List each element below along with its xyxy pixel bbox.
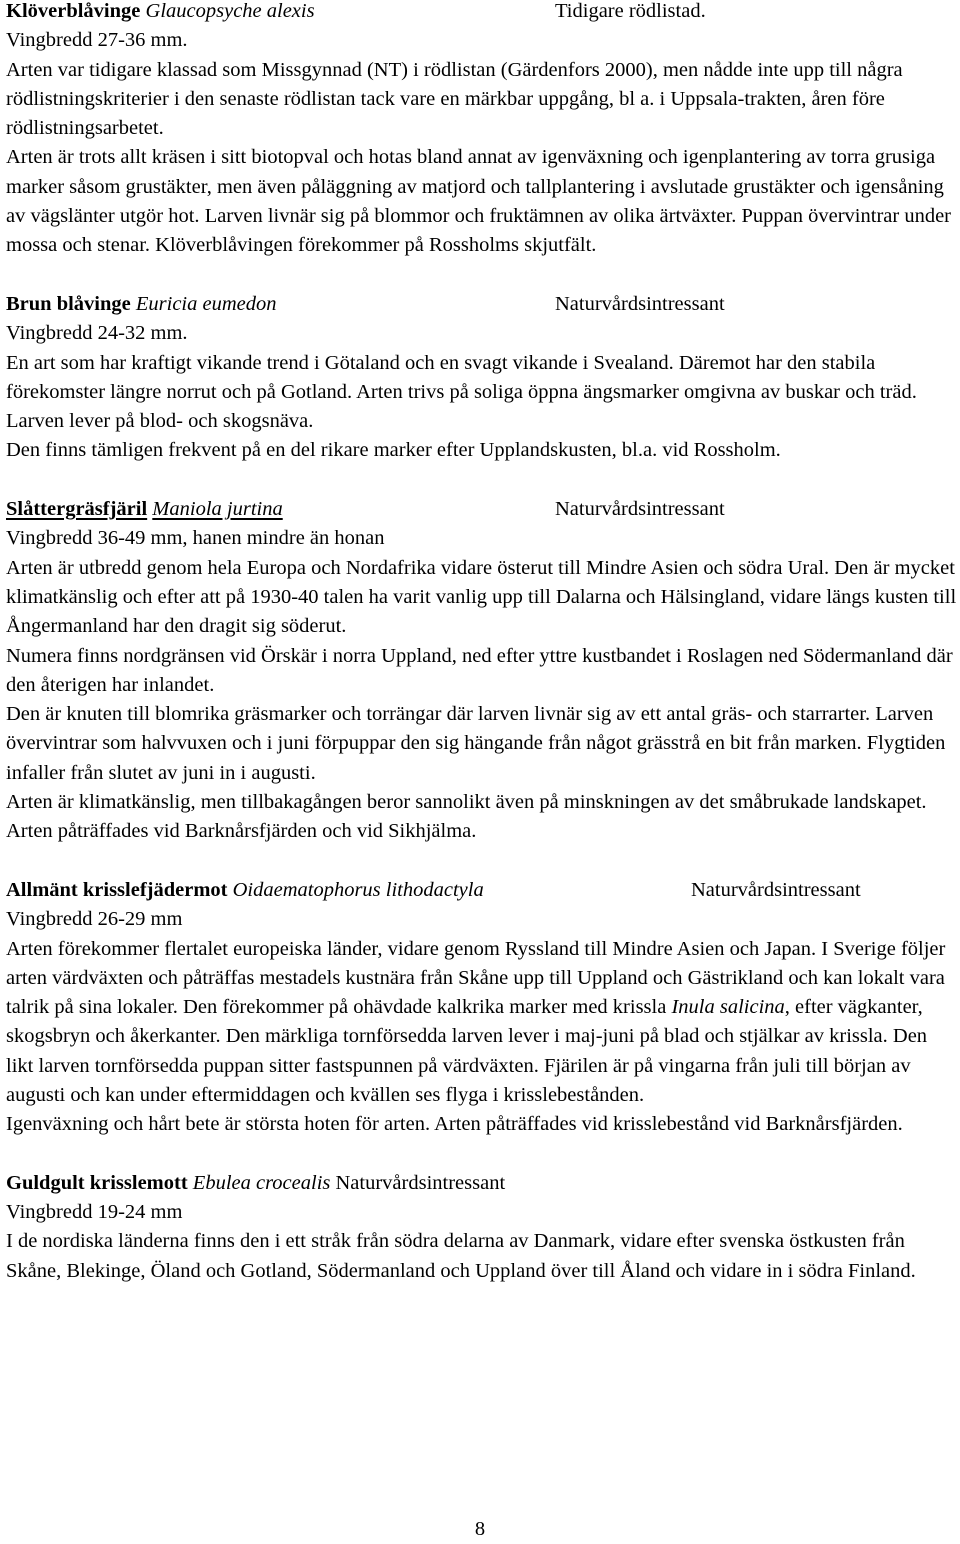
common-name: Brun blåvinge — [6, 292, 131, 315]
latin-name: Glaucopsyche alexis — [145, 0, 315, 22]
latin-name: Ebulea crocealis — [192, 1171, 331, 1194]
species-heading — [6, 876, 958, 905]
species-section-allmant-krisslefjadermot — [6, 876, 958, 1140]
wingspan: Vingbredd 27-36 mm. — [6, 29, 188, 52]
paragraph: Igenväxning och hårt bete är största hoten för arten. Arten påträffades vid krisslebestånd vid Barknårsfjärden. — [6, 1113, 903, 1136]
wingspan: Vingbredd 26-29 mm — [6, 908, 183, 931]
species-section-brun-blavinge — [6, 290, 958, 466]
latin-name: Maniola jurtina — [152, 498, 283, 521]
latin-plant-name: Inula salicina — [671, 996, 785, 1019]
common-name: Allmänt krisslefjädermot — [6, 878, 228, 901]
common-name: Klöverblåvinge — [6, 0, 141, 22]
common-name: Slåttergräsfjäril — [6, 498, 148, 521]
wingspan: Vingbredd 36-49 mm, hanen mindre än honan — [6, 527, 385, 550]
species-section-kloverblavinge — [6, 0, 958, 261]
paragraph: Arten förekommer flertalet europeiska länder, vidare genom Ryssland till Mindre Asien och Japan. I Sverige följer arten värdväxten och påträffas mestadels kustnära från Skåne upp till Uppland och Gästrikland och kan lokalt vara talrik på sina lokaler. Den förekommer på ohävdade kalkrika marker med krissla Inula salicina, efter vägkanter, skogsbryn och åkerkanter. Den märkliga tornförsedda larven lever i maj-juni på blad och stjälkar av krissla. Den likt larven tornförsedda puppan sitter fastspunnen på värdväxten. Fjärilen är på vingarna från juli till början av augusti och kan under eftermiddagen och kvällen ses flyga i krisslebestånden. — [6, 937, 946, 1106]
paragraph: Den är knuten till blomrika gräsmarker och torrängar där larven livnär sig av ett antal gräs- och starrarter. Larven övervintrar som halvvuxen och i juni förpuppar den sig hängande från något grässtrå en bit från marken. Flygtiden infaller från slutet av juni in i augusti. — [6, 703, 946, 784]
paragraph: Numera finns nordgränsen vid Örskär i norra Uppland, ned efter yttre kustbandet i Roslagen ned Södermanland där den återigen har inlandet. — [6, 644, 953, 696]
document-page — [6, 0, 958, 1286]
species-section-guldgult-krisslemott — [6, 1169, 958, 1286]
page-number: 8 — [474, 1518, 486, 1540]
species-heading — [6, 495, 958, 524]
latin-name: Oidaematophorus lithodactyla — [232, 878, 484, 901]
species-heading — [6, 0, 958, 26]
wingspan: Vingbredd 24-32 mm. — [6, 322, 188, 345]
conservation-status: Naturvårdsintressant — [691, 878, 861, 901]
latin-name: Euricia eumedon — [135, 292, 277, 315]
species-heading — [6, 1169, 958, 1198]
conservation-status: Tidigare rödlistad. — [555, 0, 706, 22]
paragraph: Arten är klimatkänslig, men tillbakagången beror sannolikt även på minskningen av det småbrukade landskapet. Arten påträffades vid Barknårsfjärden och vid Sikhjälma. — [6, 791, 927, 843]
conservation-status: Naturvårdsintressant — [555, 292, 725, 315]
paragraph: I de nordiska länderna finns den i ett stråk från södra delarna av Danmark, vidare efter svenska östkusten från Skåne, Blekinge, Öland och Gotland, Södermanland och Uppland över till Åland och vidare in i södra Finland. — [6, 1230, 916, 1282]
paragraph: Arten är utbredd genom hela Europa och Nordafrika vidare österut till Mindre Asien och södra Ural. Den är mycket klimatkänslig och efter att på 1930-40 talen ha varit vanlig upp till Dalarna och Hälsingland, vidare längs kusten till Ångermanland har den dragit sig söderut. — [6, 556, 957, 638]
species-heading — [6, 290, 958, 319]
conservation-status: Naturvårdsintressant — [555, 498, 725, 521]
paragraph: Arten är trots allt kräsen i sitt biotopval och hotas bland annat av igenväxning och igenplantering av torra grusiga marker såsom grustäkter, men även påläggning av matjord och tallplantering i avslutade grustäkter och igensåning av vägslänter utgör hot. Larven livnär sig på blommor och fruktämnen av olika ärtväxter. Puppan övervintrar under mossa och stenar. Klöverblåvingen förekommer på Rossholms skjutfält. — [6, 146, 951, 257]
species-section-slattergrasfjaril — [6, 495, 958, 847]
conservation-status: Naturvårdsintressant — [335, 1171, 506, 1194]
paragraph: Arten var tidigare klassad som Missgynnad (NT) i rödlistan (Gärdenfors 2000), men nådde inte upp till några rödlistningskriterier i den senaste rödlistan tack vare en märkbar uppgång, bl a. i Uppsala-trakten, åren före rödlistningsarbetet. — [6, 58, 903, 140]
wingspan: Vingbredd 19-24 mm — [6, 1201, 183, 1224]
common-name: Guldgult krisslemott — [6, 1171, 188, 1194]
paragraph: En art som har kraftigt vikande trend i Götaland och en svagt vikande i Svealand. Däremot har den stabila förekomster längre norrut och på Gotland. Arten trivs på soliga öppna ängsmarker omgivna av buskar och träd. Larven lever på blod- och skogsnäva. — [6, 351, 917, 433]
paragraph: Den finns tämligen frekvent på en del rikare marker efter Upplandskusten, bl.a. vid Rossholm. — [6, 439, 781, 462]
